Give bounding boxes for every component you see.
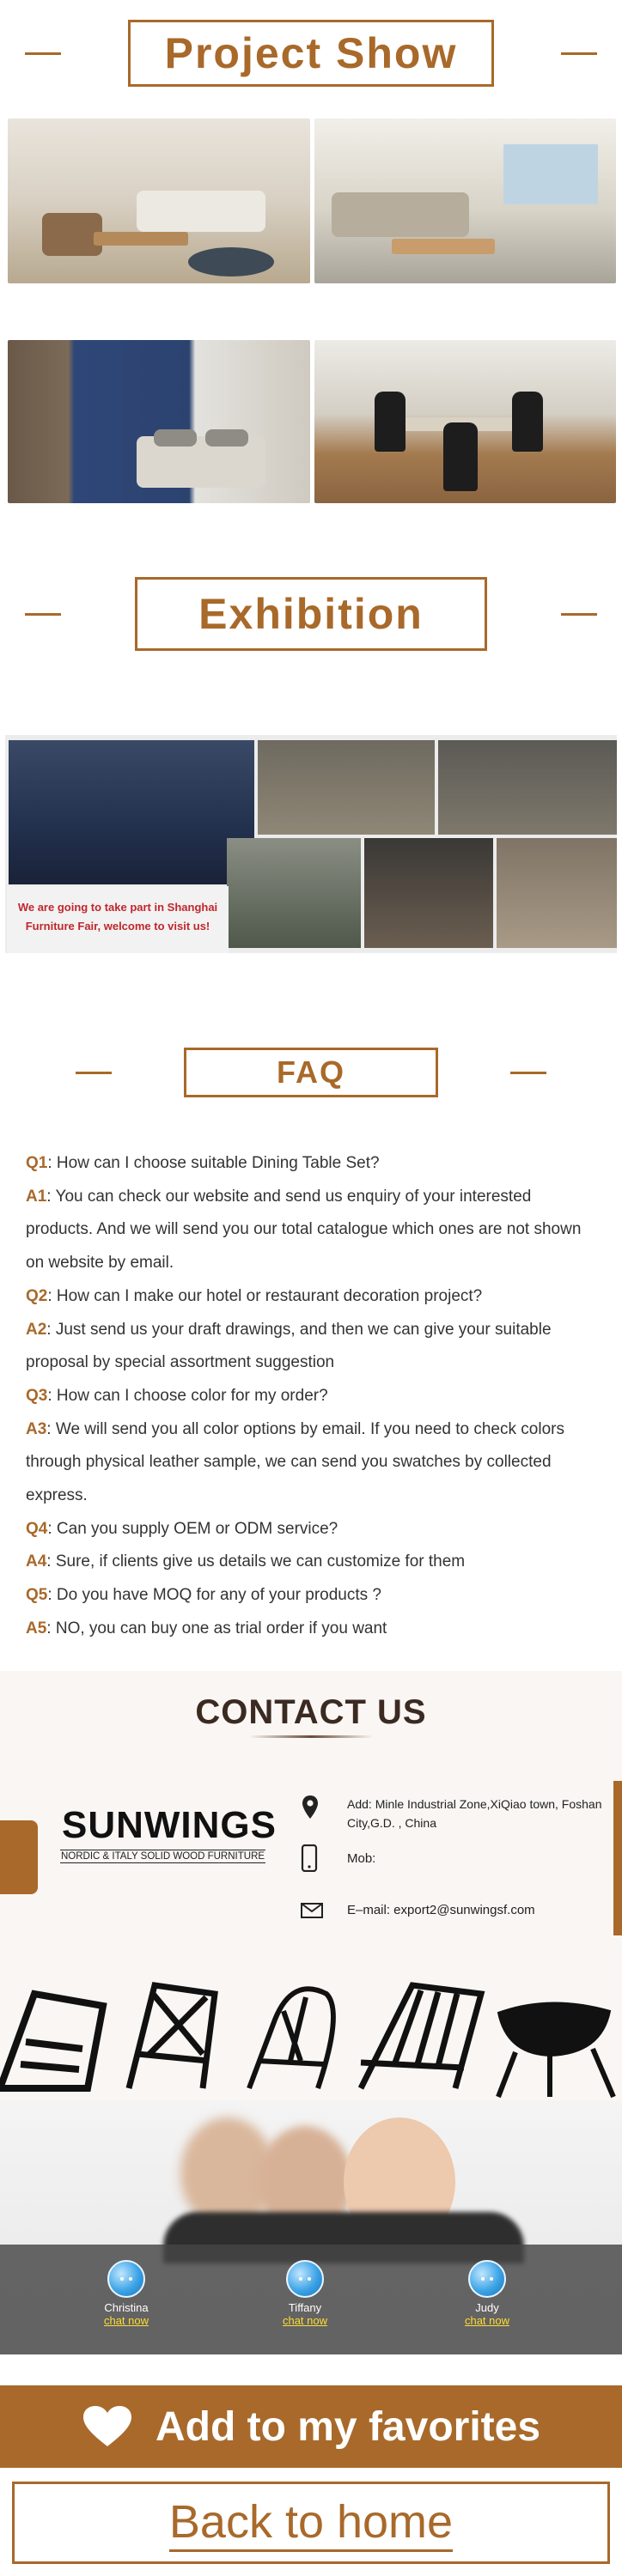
brand-tagline: NORDIC & ITALY SOLID WOOD FURNITURE [61, 1851, 265, 1862]
mail-icon [301, 1903, 323, 1918]
faq-text: : We will send you all color options by email. If you need to check colors through physical leather sample, we can send you swatches by collected express. [26, 1419, 564, 1505]
brand-logo-text: SUNWINGS [62, 1804, 277, 1846]
faq-text: : How can I choose color for my order? [47, 1386, 328, 1405]
exhibition-note: We are going to take part in Shanghai Furniture Fair, welcome to visit us! [7, 886, 229, 953]
header-dash-right [561, 613, 597, 616]
faq-text: : How can I make our hotel or restaurant decoration project? [47, 1286, 483, 1305]
header-dash-left [25, 52, 61, 55]
faq-text: : Do you have MOQ for any of your products ? [47, 1586, 381, 1605]
faq-list [26, 1147, 598, 1646]
side-tab-right [613, 1781, 622, 1935]
faq-label: Q2 [26, 1286, 48, 1305]
contact-title: CONTACT US [195, 1693, 427, 1731]
faq-label: A3 [26, 1419, 47, 1438]
chairs-silhouette-illustration [0, 1959, 622, 2100]
contact-address: Add: Minle Industrial Zone,XiQiao town, Foshan City,G.D. , China [347, 1797, 602, 1830]
faq-label: A2 [26, 1320, 47, 1339]
back-to-home-button[interactable] [12, 2482, 610, 2564]
add-to-favorites-label: Add to my favorites [155, 2403, 541, 2450]
chat-bubble-icon [468, 2260, 506, 2298]
agent-name: Tiffany [288, 2301, 322, 2314]
exhibition-title: Exhibition [135, 577, 487, 651]
faq-item [26, 1546, 598, 1579]
chat-agent-bar [0, 2245, 622, 2354]
faq-item [26, 1413, 598, 1513]
contact-title-rule [249, 1735, 373, 1738]
project-show-header [0, 19, 622, 88]
faq-label: A4 [26, 1552, 47, 1571]
faq-item [26, 1147, 598, 1181]
chat-bubble-icon [286, 2260, 324, 2298]
faq-label: A5 [26, 1619, 47, 1637]
faq-item [26, 1280, 598, 1314]
faq-item [26, 1613, 598, 1646]
project-photo-bedroom[interactable] [8, 340, 310, 503]
faq-label: Q1 [26, 1154, 48, 1172]
exhibition-photo-booth[interactable] [9, 740, 254, 884]
contact-email[interactable]: E–mail: export2@sunwingsf.com [347, 1903, 535, 1917]
faq-item [26, 1380, 598, 1413]
chat-now-link[interactable]: chat now [282, 2314, 328, 2327]
add-to-favorites-button[interactable] [0, 2385, 622, 2468]
faq-item [26, 1181, 598, 1280]
project-show-title: Project Show [128, 20, 494, 87]
faq-title: FAQ [184, 1048, 438, 1097]
chat-now-link[interactable]: chat now [103, 2314, 149, 2327]
faq-text: : Sure, if clients give us details we can customize for them [46, 1552, 466, 1571]
exhibition-photo-team[interactable] [227, 838, 361, 948]
project-photo-lounge[interactable] [314, 118, 616, 283]
phone-icon [301, 1844, 318, 1872]
faq-text: : Just send us your draft drawings, and then we can give your suitable proposal by special assortment suggestion [26, 1320, 552, 1372]
header-dash-left [25, 613, 61, 616]
contact-mobile: Mob: [347, 1851, 376, 1866]
exhibition-photo-visitors[interactable] [438, 740, 617, 835]
back-to-home-label: Back to home [169, 2494, 453, 2552]
header-dash-right [510, 1072, 546, 1074]
chat-agent-judy[interactable] [448, 2260, 526, 2327]
exhibition-photo-meeting[interactable] [258, 740, 435, 835]
chat-agent-tiffany[interactable] [266, 2260, 344, 2327]
exhibition-photo-discussion[interactable] [364, 838, 493, 948]
agent-name: Christina [104, 2301, 149, 2314]
faq-label: Q5 [26, 1586, 48, 1605]
faq-label: A1 [26, 1187, 47, 1206]
faq-item [26, 1579, 598, 1613]
header-dash-left [76, 1072, 112, 1074]
agent-name: Judy [475, 2301, 499, 2314]
chat-now-link[interactable]: chat now [464, 2314, 510, 2327]
chat-support-banner [0, 2100, 622, 2354]
faq-item [26, 1513, 598, 1546]
faq-item [26, 1314, 598, 1380]
faq-text: : How can I choose suitable Dining Table Set? [47, 1154, 380, 1172]
chat-bubble-icon [107, 2260, 145, 2298]
chat-agent-christina[interactable] [88, 2260, 165, 2327]
faq-label: Q4 [26, 1519, 48, 1538]
exhibition-header [0, 575, 622, 653]
project-photo-dining[interactable] [314, 340, 616, 503]
contact-section [0, 1671, 622, 2100]
header-dash-right [561, 52, 597, 55]
side-tab-left[interactable] [0, 1820, 38, 1894]
exhibition-photo-stand[interactable] [497, 838, 617, 948]
faq-label: Q3 [26, 1386, 48, 1405]
faq-text: : Can you supply OEM or ODM service? [47, 1519, 338, 1538]
map-pin-icon [301, 1795, 320, 1820]
faq-text: : NO, you can buy one as trial order if you want [46, 1619, 387, 1637]
project-photo-living-room[interactable] [8, 118, 310, 283]
faq-text: : You can check our website and send us enquiry of your interested products. And we will send you our total catalogue which ones are not shown on website by email. [26, 1187, 582, 1273]
heart-icon [82, 2405, 133, 2448]
faq-header [0, 1046, 622, 1099]
